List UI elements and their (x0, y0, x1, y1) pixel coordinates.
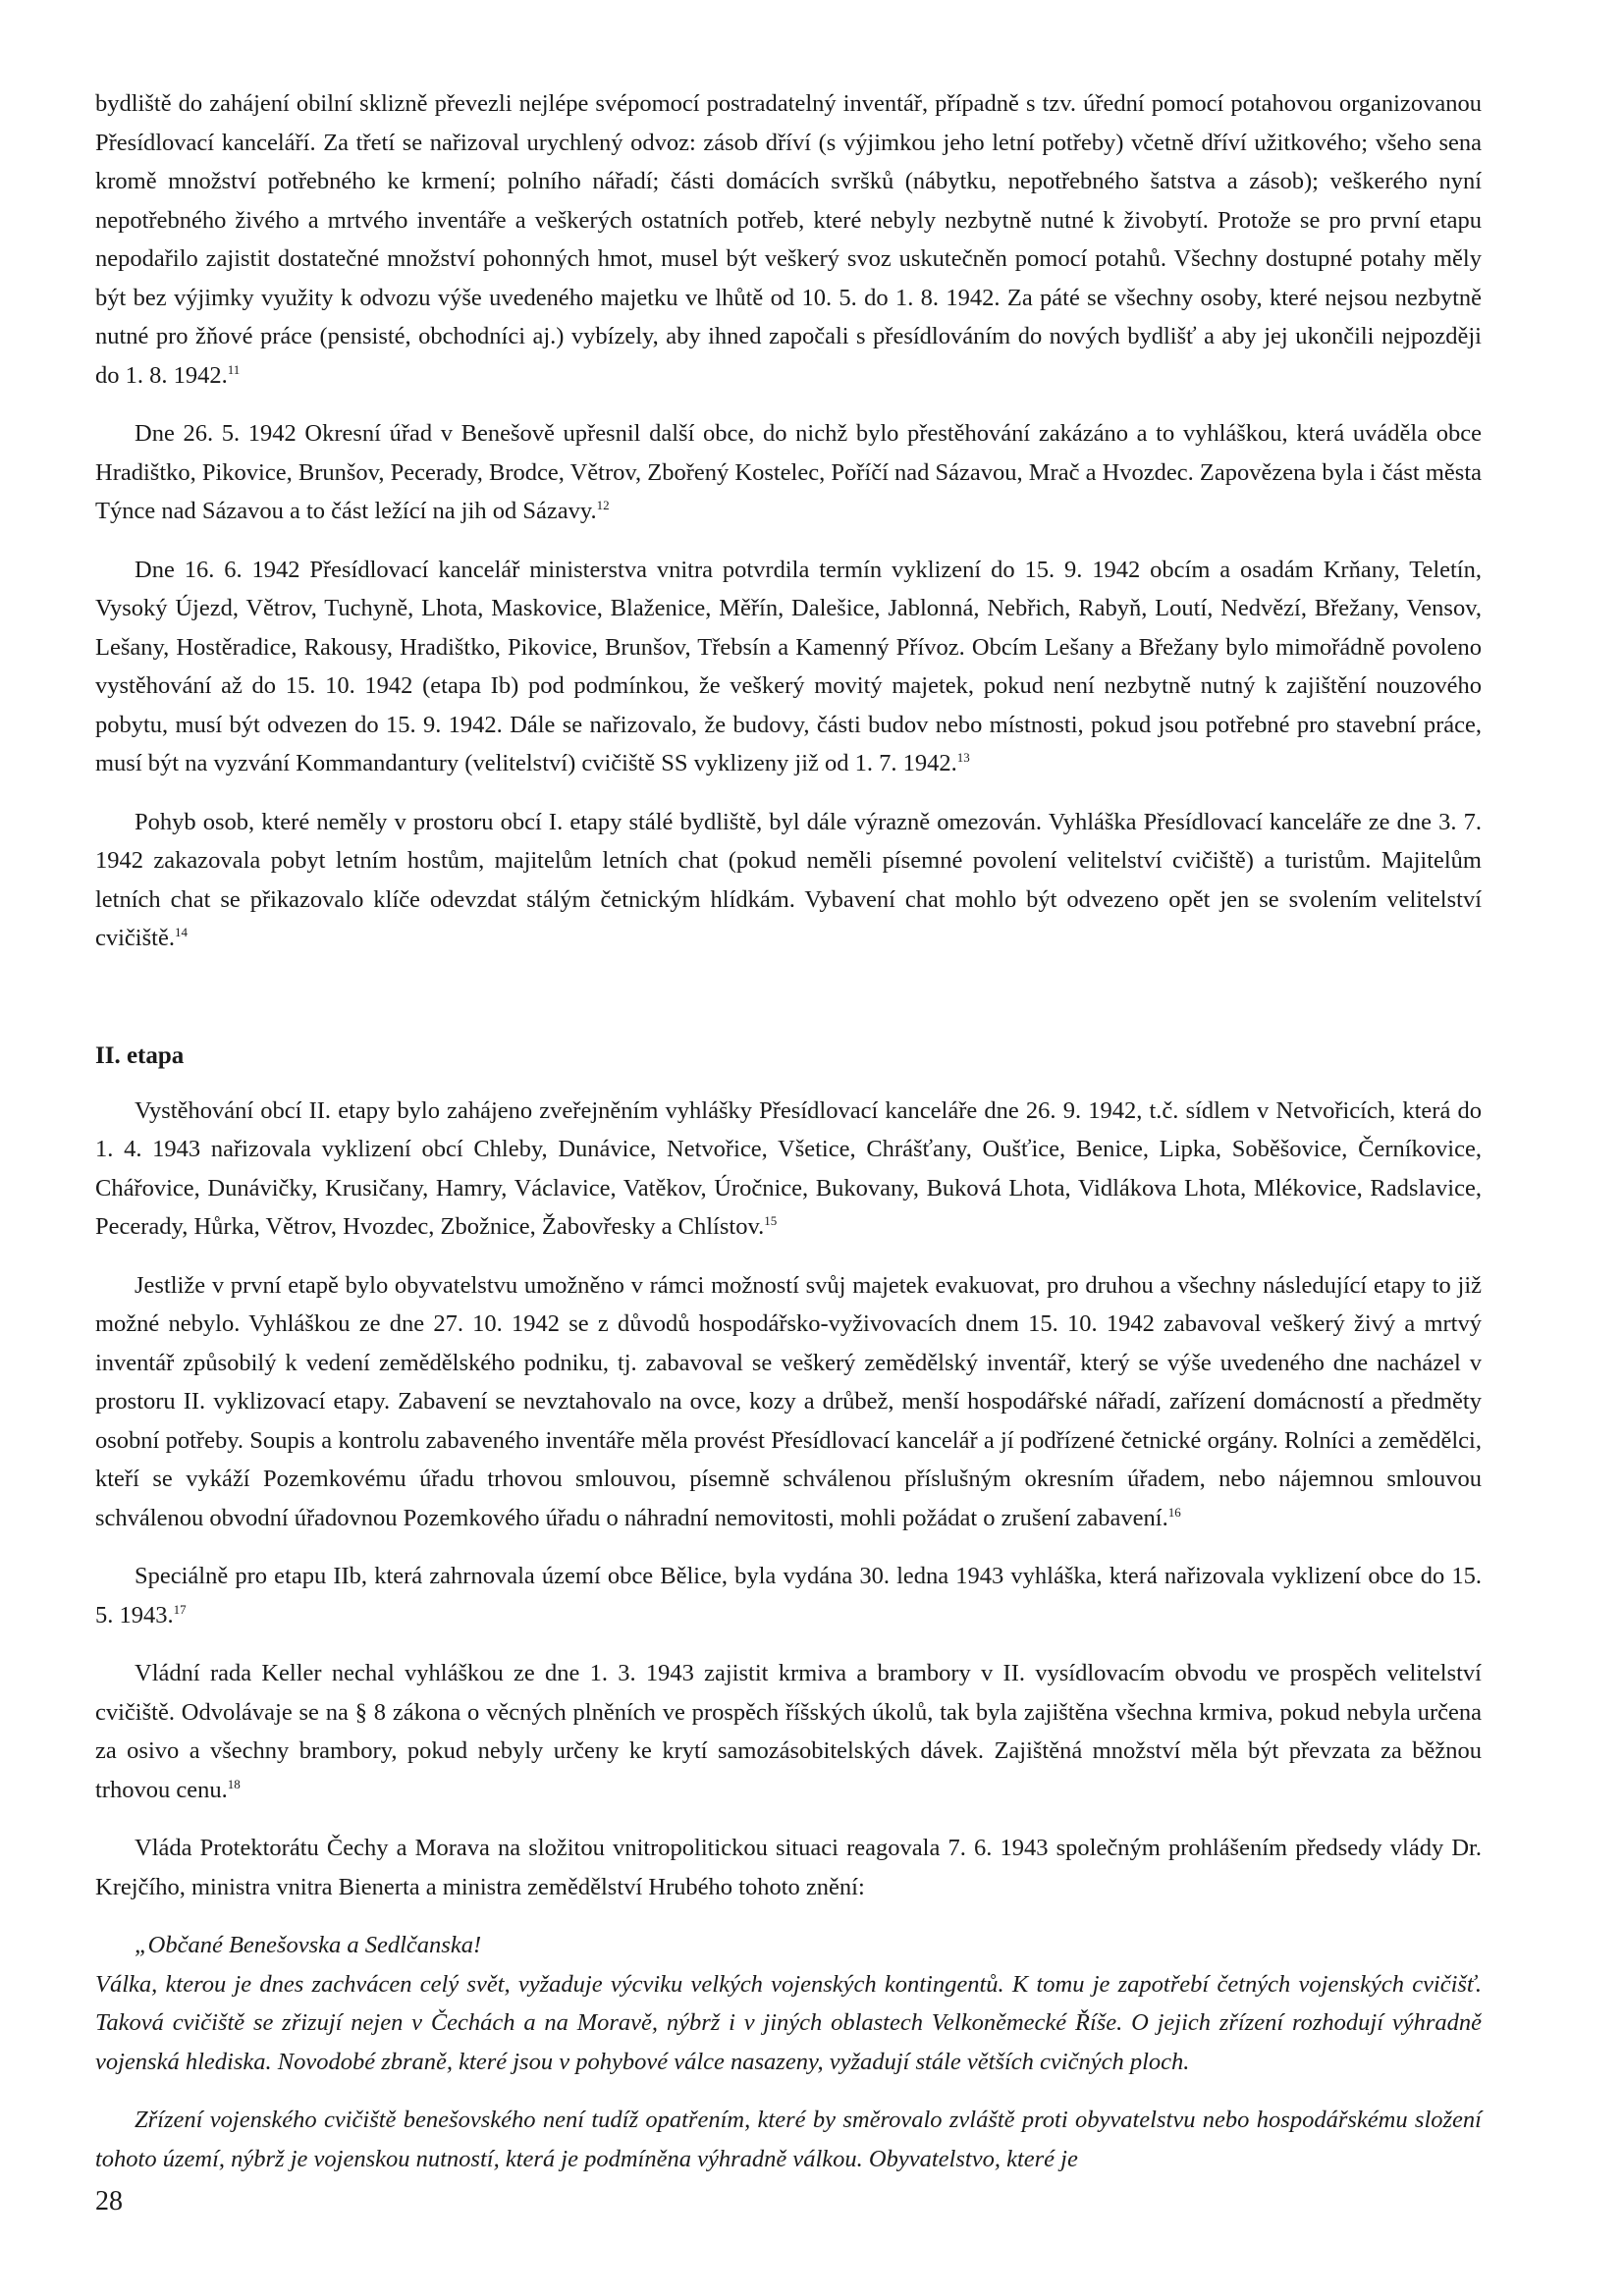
paragraph-9 (95, 1829, 1482, 1906)
footnote-ref[interactable]: 18 (227, 1776, 241, 1791)
quotation (95, 1926, 1482, 2178)
footnote-ref[interactable]: 17 (173, 1601, 187, 1617)
footnote-ref[interactable]: 15 (764, 1212, 778, 1228)
paragraph-text: Dne 16. 6. 1942 Přesídlovací kancelář ministerstva vnitra potvrdila termín vyklizení do 15. 9. 1942 obcím a osadám Krňany, Teletín, Vysoký Újezd, Větrov, Tuchyně, Lhota, Maskovice, Blaženice, Měřín, Dalešice, Jablonná, Nebřich, Rabyň, Loutí, Nedvězí, Břežany, Vensov, Lešany, Hostěradice, Rakousy, Hradištko, Pikovice, Brunšov, Třebsín a Kamenný Přívoz. Obcím Lešany a Břežany bylo mimořádně povoleno vystěhování až do 15. 10. 1942 (etapa Ib) pod podmínkou, že veškerý movitý majetek, pokud není nezbytně nutný k zajištění nouzového pobytu, musí být odvezen do 15. 9. 1942. Dále se nařizovalo, že budovy, části budov nebo místnosti, pokud jsou potřebné pro stavební práce, musí být na vyzvání Kommandantury (velitelství) cvičiště SS vyklizeny již od 1. 7. 1942. (95, 556, 1482, 776)
paragraph-text: Vystěhování obcí II. etapy bylo zahájeno zveřejněním vyhlášky Přesídlovací kanceláře dne 26. 9. 1942, t.č. sídlem v Netvořicích, která do 1. 4. 1943 nařizovala vyklizení obcí Chleby, Dunávice, Netvořice, Všetice, Chrášťany, Oušťice, Benice, Lipka, Soběšovice, Černíkovice, Chářovice, Dunávičky, Krusičany, Hamry, Václavice, Vatěkov, Úročnice, Bukovany, Buková Lhota, Vidlákova Lhota, Mlékovice, Radslavice, Pecerady, Hůrka, Větrov, Hvozdec, Zbožnice, Žabovřesky a Chlístov. (95, 1096, 1482, 1240)
quote-spacer (95, 2081, 1482, 2101)
page-number: 28 (95, 2186, 123, 2216)
footnote-ref[interactable]: 13 (956, 749, 970, 765)
paragraph-6 (95, 1266, 1482, 1538)
footnote-ref[interactable]: 11 (227, 361, 241, 377)
paragraph-8 (95, 1654, 1482, 1809)
paragraph-text: Dne 26. 5. 1942 Okresní úřad v Benešově upřesnil další obce, do nichž bylo přestěhování zakázáno a to vyhláškou, která uváděla obce Hradištko, Pikovice, Brunšov, Pecerady, Brodce, Větrov, Zbořený Kostelec, Poříčí nad Sázavou, Mrač a Hvozdec. Zapovězena byla i část města Týnce nad Sázavou a to část ležící na jih od Sázavy. (95, 420, 1482, 524)
paragraph-1 (95, 84, 1482, 395)
paragraph-text: bydliště do zahájení obilní sklizně převezli nejlépe svépomocí postradatelný inventář, případně s tzv. úřední pomocí potahovou organizovanou Přesídlovací kanceláří. Za třetí se nařizoval urychlený odvoz: zásob dříví (s výjimkou jeho letní potřeby) včetně dříví užitkového; všeho sena kromě množství potřebného ke krmení; polního nářadí; části domácích svršků (nábytku, nepotřebného šatstva a zásob); veškerého nyní nepotřebného živého a mrtvého inventáře a veškerých ostatních potřeb, které nebyly nezbytně nutné k živobytí. Protože se pro první etapu nepodařilo zajistit dostatečné množství pohonných hmot, musel být veškerý svoz uskutečněn pomocí potahů. Všechny dostupné potahy měly být bez výjimky využity k odvozu výše uvedeného majetku ve lhůtě od 10. 5. do 1. 8. 1942. Za páté se všechny osoby, které nejsou nezbytně nutné pro žňové práce (pensisté, obchodníci aj.) vybízely, aby ihned započali s přesídlováním do nových bydlišť a aby jej ukončili nejpozději do 1. 8. 1942. (95, 90, 1482, 389)
section-heading: II. etapa (95, 1041, 185, 1069)
quote-paragraph-1: Válka, kterou je dnes zachvácen celý svět, vyžaduje výcviku velkých vojenských kontingentů. K tomu je zapotřebí četných vojenských cvičišť. Taková cvičiště se zřizují nejen v Čechách a na Moravě, nýbrž i v jiných oblastech Velkoněmecké Říše. O jejich zřízení rozhodují výhradně vojenská hlediska. Novodobé zbraně, které jsou v pohybové válce nasazeny, vyžadují stále větších cvičných ploch. (95, 1970, 1482, 2075)
paragraph-text: Pohyb osob, které neměly v prostoru obcí I. etapy stálé bydliště, byl dále výrazně omezován. Vyhláška Přesídlovací kanceláře ze dne 3. 7. 1942 zakazovala pobyt letním hostům, majitelům letních chat (pokud neměli písemné povolení velitelství cvičiště) a turistům. Majitelům letních chat se přikazovalo klíče odevzdat stálým četnickým hlídkám. Vybavení chat mohlo být odvezeno opět jen se svolením velitelství cvičiště. (95, 808, 1482, 951)
paragraph-text: Vláda Protektorátu Čechy a Morava na složitou vnitropolitickou situaci reagovala 7. 6. 1943 společným prohlášením předsedy vlády Dr. Krejčího, ministra vnitra Bienerta a ministra zemědělství Hrubého tohoto znění: (95, 1835, 1482, 1900)
paragraph-text: Jestliže v první etapě bylo obyvatelstvu umožněno v rámci možností svůj majetek evakuovat, pro druhou a všechny následující etapy to již možné nebylo. Vyhláškou ze dne 27. 10. 1942 se z důvodů hospodářsko-vyživovacích dnem 15. 10. 1942 zabavoval veškerý živý a mrtvý inventář způsobilý k vedení zemědělského podniku, tj. zabavoval se veškerý zemědělský inventář, který se výše uvedeného dne nacházel v prostoru II. vyklizovací etapy. Zabavení se nevztahovalo na ovce, kozy a drůbež, menší hospodářské nářadí, zařízení domácností a předměty osobní potřeby. Soupis a kontrolu zabaveného inventáře měla provést Přesídlovací kancelář a jí podřízené četnické orgány. Rolníci a zemědělci, kteří se vykáží Pozemkovému úřadu trhovou smlouvou, písemně schválenou příslušným okresním úřadem, nebo nájemnou smlouvou schválenou obvodní úřadovnou Pozemkového úřadu o náhradní nemovitosti, mohli požádat o zrušení zabavení. (95, 1271, 1482, 1531)
paragraph-2 (95, 414, 1482, 531)
quote-salutation: „Občané Benešovska a Sedlčanska! (135, 1932, 482, 1958)
paragraph-text: Speciálně pro etapu IIb, která zahrnovala území obce Bělice, byla vydána 30. ledna 1943 vyhláška, která nařizovala vyklizení obce do 15. 5. 1943. (95, 1563, 1482, 1629)
footnote-ref[interactable]: 14 (174, 924, 188, 939)
paragraph-4 (95, 803, 1482, 958)
paragraph-3 (95, 551, 1482, 783)
paragraph-5 (95, 1092, 1482, 1247)
paragraph-7 (95, 1557, 1482, 1634)
quote-paragraph-2: Zřízení vojenského cvičiště benešovského není tudíž opatřením, které by směrovalo zvláště proti obyvatelstvu nebo hospodářskému složení tohoto území, nýbrž je vojenskou nutností, která je podmíněna výhradně válkou. Obyvatelstvo, které je (95, 2107, 1482, 2172)
footnote-ref[interactable]: 12 (596, 497, 610, 512)
page-body (95, 84, 1482, 2198)
paragraph-text: Vládní rada Keller nechal vyhláškou ze dne 1. 3. 1943 zajistit krmiva a brambory v II. vysídlovacím obvodu ve prospěch velitelství cvičiště. Odvolávaje se na § 8 zákona o věcných plněních ve prospěch říšských úkolů, tak byla zajištěna všechna krmiva, pokud nebyla určena za osivo a všechny brambory, pokud nebyly určeny ke krytí samozásobitelských dávek. Zajištěná množství měla být převzata za běžnou trhovou cenu. (95, 1660, 1482, 1803)
footnote-ref[interactable]: 16 (1167, 1504, 1181, 1520)
